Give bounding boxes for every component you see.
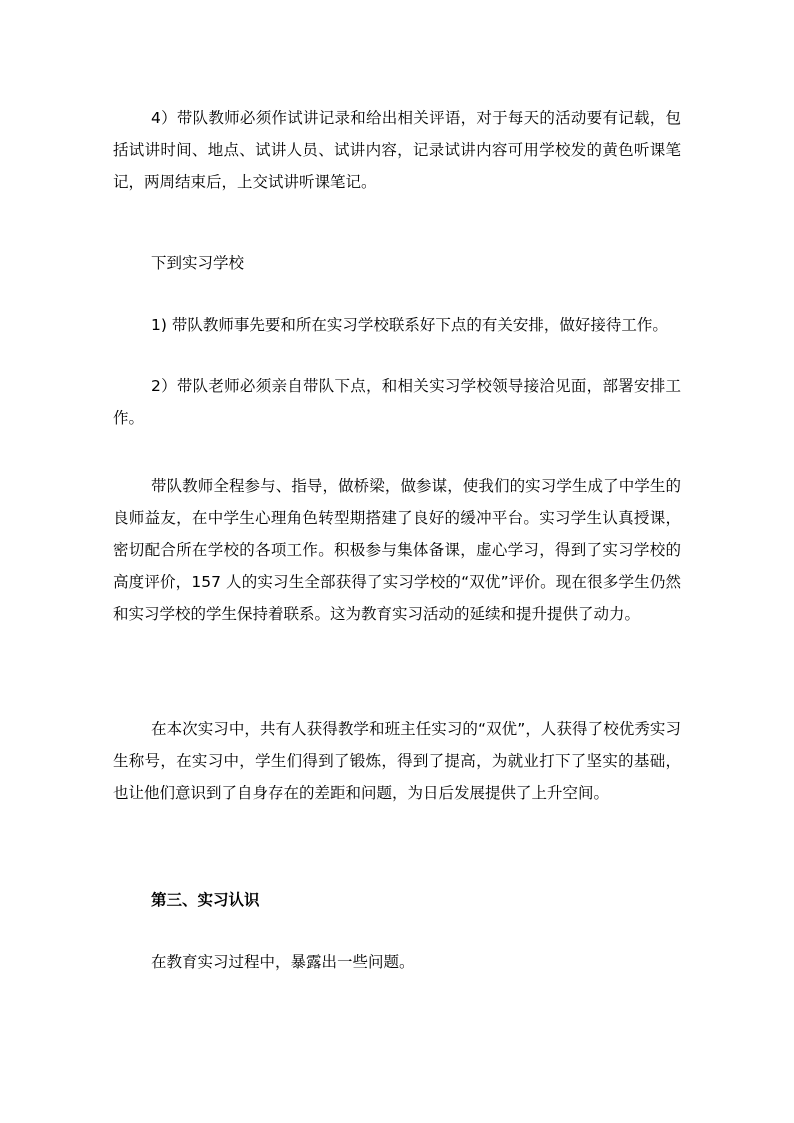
paragraph-problems-exposed: 在教育实习过程中，暴露出一些问题。 <box>151 953 415 971</box>
section-heading-internship-understanding: 第三、实习认识 <box>151 891 260 909</box>
paragraph-lead-team: 2）带队老师必须亲自带队下点，和相关实习学校领导接洽见面，部署安排工作。 <box>113 377 681 427</box>
paragraph-full-participation: 带队教师全程参与、指导，做桥梁，做参谋，使我们的实习学生成了中学生的良师益友，在中学生心理角色转型期搭建了良好的缓冲平台。实习学生认真授课，密切配合所在学校的各项工作。积极参与集体备课，虚心学习，得到了实习学校的高度评价，157 人的实习生全部获得了实习学校的“双优”评价。现在很多学生仍然和实习学校的学生保持着联系。这为教育实习活动的延续和提升提供了动力。 <box>113 477 681 623</box>
paragraph-go-to-school: 下到实习学校 <box>151 254 245 272</box>
paragraph-contact-school: 1) 带队教师事先要和所在实习学校联系好下点的有关安排，做好接待工作。 <box>151 316 668 334</box>
paragraph-internship-results: 在本次实习中，共有人获得教学和班主任实习的“双优”，人获得了校优秀实习生称号，在实习中，学生们得到了锻炼，得到了提高，为就业打下了坚实的基础，也让他们意识到了自身存在的差距和问题，为日后发展提供了上升空间。 <box>113 720 681 802</box>
paragraph-teacher-records: 4）带队教师必须作试讲记录和给出相关评语，对于每天的活动要有记载，包括试讲时间、地点、试讲人员、试讲内容，记录试讲内容可用学校发的黄色听课笔记，两周结束后，上交试讲听课笔记。 <box>113 109 681 191</box>
